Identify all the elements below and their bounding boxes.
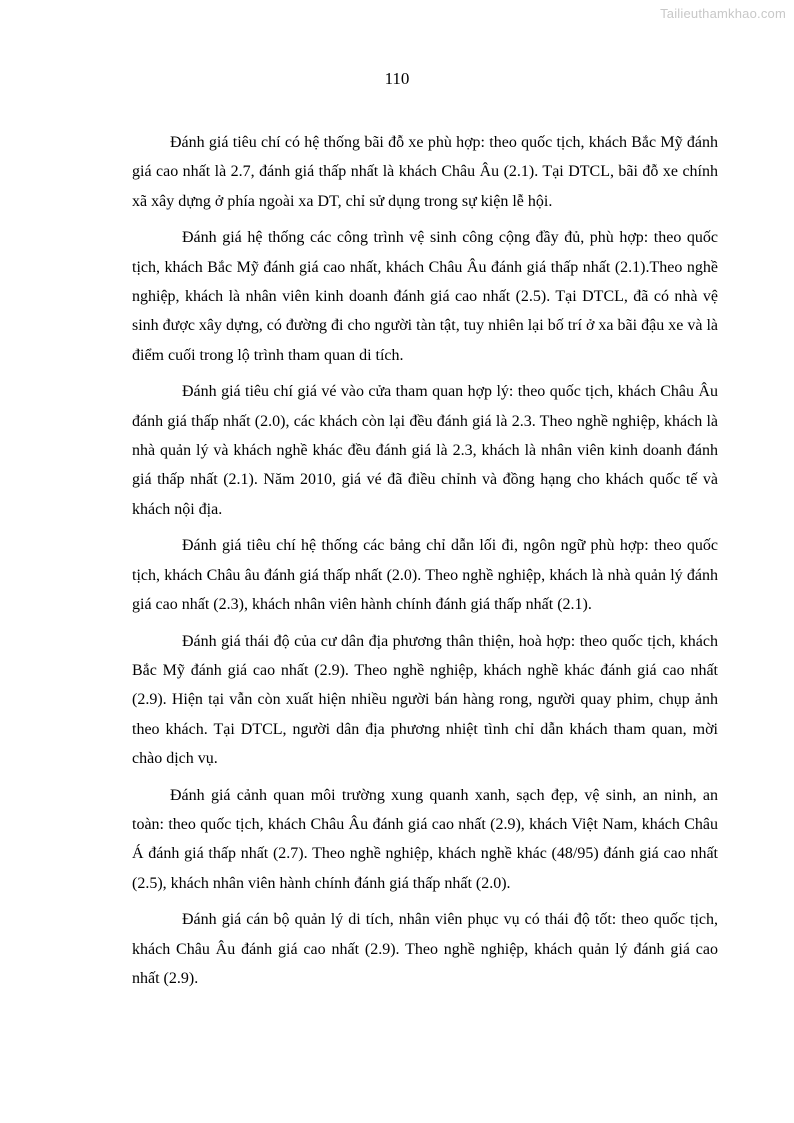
paragraph-staff: Đánh giá cán bộ quản lý di tích, nhân viên phục vụ có thái độ tốt: theo quốc tịch, khách Châu Âu đánh giá cao nhất (2.9). Theo nghề nghiệp, khách quản lý đánh giá cao nhất (2.9). (132, 911, 718, 987)
paragraph-parking: Đánh giá tiêu chí có hệ thống bãi đỗ xe phù hợp: theo quốc tịch, khách Bắc Mỹ đánh giá cao nhất là 2.7, đánh giá thấp nhất là khách Châu Âu (2.1). Tại DTCL, bãi đỗ xe chính xã xây dựng ở phía ngoài xa DT, chỉ sử dụng trong sự kiện lễ hội. (132, 134, 718, 210)
paragraph-ticket-price: Đánh giá tiêu chí giá vé vào cửa tham quan hợp lý: theo quốc tịch, khách Châu Âu đánh giá thấp nhất (2.0), các khách còn lại đều đánh giá là 2.3. Theo nghề nghiệp, khách là nhà quản lý và khách nghề khác đều đánh giá là 2.3, khách là nhân viên kinh doanh đánh giá thấp nhất (2.1). Năm 2010, giá vé đã điều chỉnh và đồng hạng cho khách quốc tế và khách nội địa. (132, 383, 718, 518)
paragraph-signage: Đánh giá tiêu chí hệ thống các bảng chỉ dẫn lối đi, ngôn ngữ phù hợp: theo quốc tịch, khách Châu âu đánh giá thấp nhất (2.0). Theo nghề nghiệp, khách là nhà quản lý đánh giá cao nhất (2.3), khách nhân viên hành chính đánh giá thấp nhất (2.1). (132, 537, 718, 614)
document-body (132, 128, 718, 1000)
paragraph-sanitation: Đánh giá hệ thống các công trình vệ sinh công cộng đầy đủ, phù hợp: theo quốc tịch, khách Bắc Mỹ đánh giá cao nhất, khách Châu Âu đánh giá thấp nhất (2.1).Theo nghề nghiệp, khách là nhân viên kinh doanh đánh giá cao nhất (2.5). Tại DTCL, đã có nhà vệ sinh được xây dựng, có đường đi cho người tàn tật, tuy nhiên lại bố trí ở xa bãi đậu xe và là điểm cuối trong lộ trình tham quan di tích. (132, 229, 718, 364)
page-number: 110 (384, 69, 410, 88)
paragraph-local-residents: Đánh giá thái độ của cư dân địa phương thân thiện, hoà hợp: theo quốc tịch, khách Bắc Mỹ đánh giá cao nhất (2.9). Theo nghề nghiệp, khách nghề khác đánh giá cao nhất (2.9). Hiện tại vẫn còn xuất hiện nhiều người bán hàng rong, người quay phim, chụp ảnh theo khách. Tại DTCL, người dân địa phương nhiệt tình chỉ dẫn khách tham quan, mời chào dịch vụ. (132, 632, 718, 768)
paragraph-environment: Đánh giá cảnh quan môi trường xung quanh xanh, sạch đẹp, vệ sinh, an ninh, an toàn: theo quốc tịch, khách Châu Âu đánh giá cao nhất (2.9), khách Việt Nam, khách Châu Á đánh giá thấp nhất (2.7). Theo nghề nghiệp, khách nghề khác (48/95) đánh giá cao nhất (2.5), khách nhân viên hành chính đánh giá thấp nhất (2.0). (132, 786, 718, 892)
watermark-text: Tailieuthamkhao.com (660, 6, 786, 21)
